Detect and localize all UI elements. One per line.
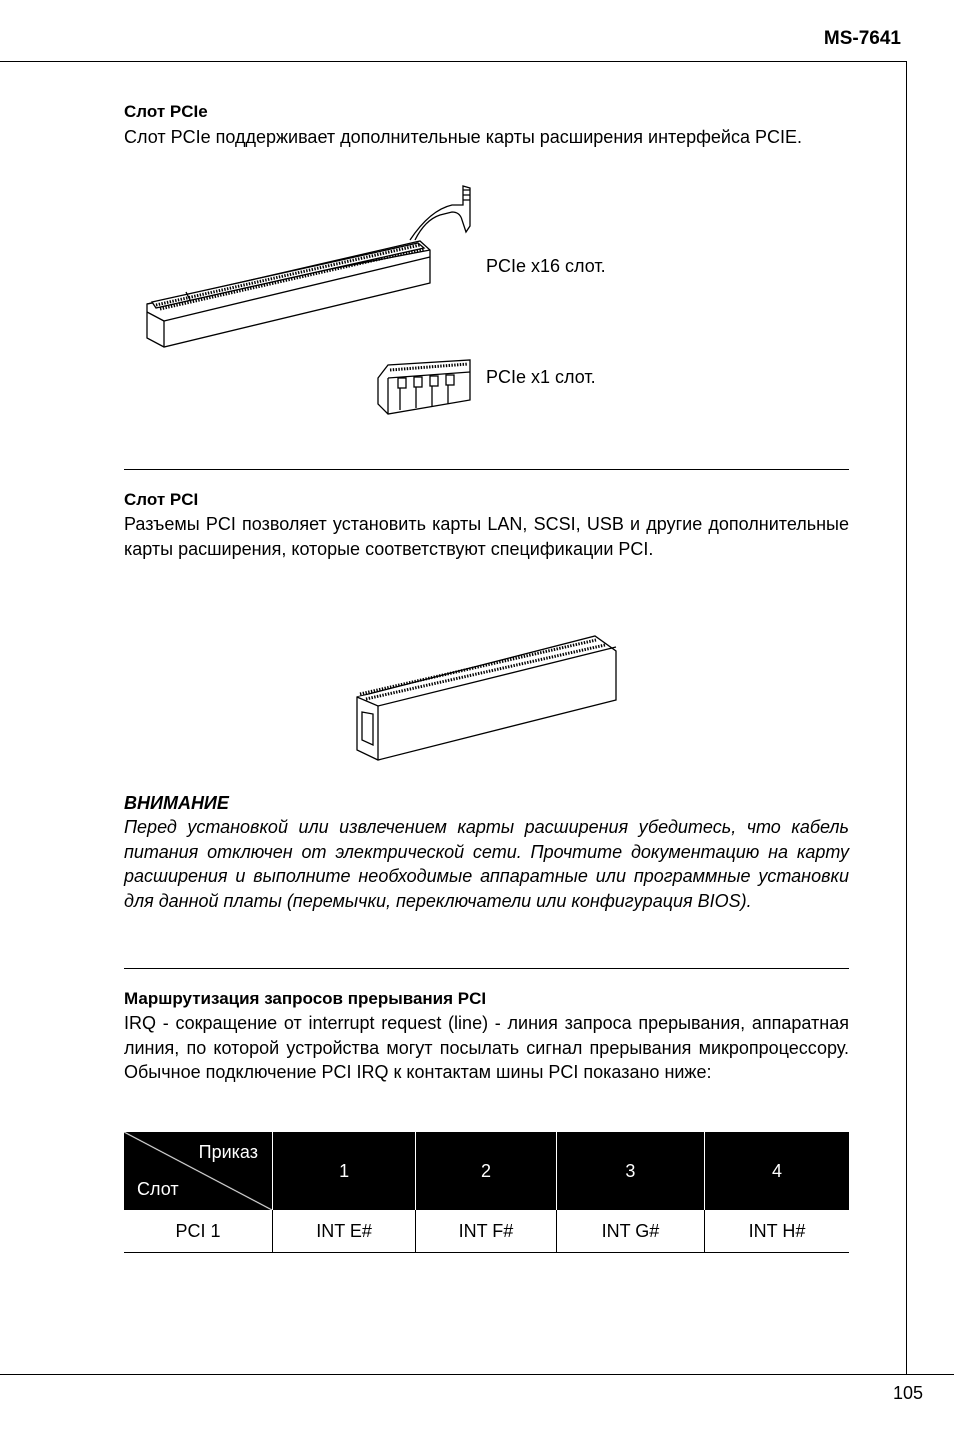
column-header: 2 (416, 1132, 557, 1210)
model-number: MS-7641 (823, 28, 901, 49)
corner-bottom-label: Слот (137, 1179, 179, 1199)
column-header: 1 (273, 1132, 416, 1210)
pcie-heading: Слот PCIe (124, 102, 208, 121)
irq-routing-table (124, 1132, 849, 1253)
pcie-x16-label: PCIe x16 слот. (486, 256, 606, 276)
row-slot-cell: PCI 1 (124, 1210, 273, 1253)
table-cell: INT F# (416, 1210, 557, 1253)
section-divider (124, 469, 849, 470)
table-row (124, 1210, 849, 1253)
page-number: 105 (892, 1383, 923, 1403)
column-header: 4 (705, 1132, 849, 1210)
section-divider (124, 968, 849, 969)
pcie-description: Слот PCIe поддерживает дополнительные карты расширения интерфейса PCIE. (124, 127, 803, 147)
pci-description: Разъемы PCI позволяет установить карты LAN, SCSI, USB и другие дополнительные карты расширения, которые соответствуют спецификации PCI. (124, 514, 849, 559)
pcie-x16-slot-illustration (147, 186, 470, 347)
corner-top-label: Приказ (198, 1142, 258, 1162)
irq-heading: Маршрутизация запросов прерывания PCI (124, 989, 487, 1008)
table-corner-cell (124, 1132, 273, 1210)
pcie-x1-slot-illustration (378, 360, 470, 414)
pcie-x1-label: PCIe x1 слот. (486, 367, 596, 387)
pci-heading: Слот PCI (124, 490, 199, 509)
table-cell: INT G# (556, 1210, 704, 1253)
irq-description: IRQ - сокращение от interrupt request (line) - линия запроса прерывания, аппаратная линия, по которой устройства могут посылать сигнал прерывания микропроцессору. Обычное подключение PCI IRQ к контактам шины PCI показано ниже: (124, 1013, 849, 1082)
table-header-row (124, 1132, 849, 1210)
warning-text: Перед установкой или извлечением карты расширения убедитесь, что кабель питания отключен от электрической сети. Прочтите документацию на карту расширения и выполните необходимые аппаратные или программные установки для данной платы (перемычки, переключатели или конфигурация BIOS). (124, 817, 849, 911)
table-cell: INT H# (705, 1210, 849, 1253)
warning-heading: ВНИМАНИЕ (124, 793, 229, 813)
table-cell: INT E# (273, 1210, 416, 1253)
column-header: 3 (556, 1132, 704, 1210)
pci-slot-illustration (357, 636, 616, 760)
